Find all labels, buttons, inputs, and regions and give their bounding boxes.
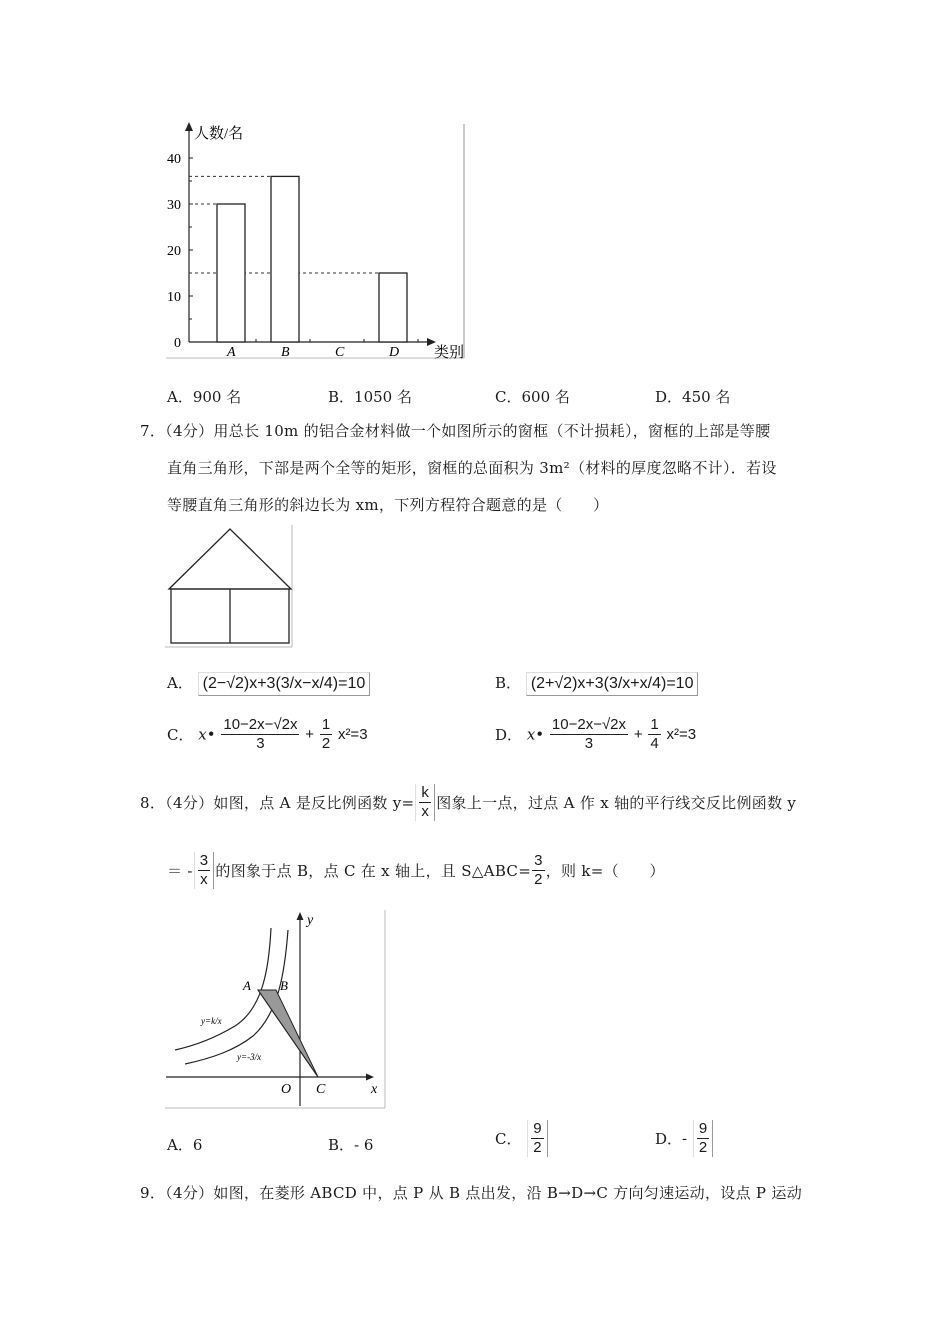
- x-category-label: B: [281, 345, 290, 360]
- q7-option-c[interactable]: C． x• $\frac{10-2x-√2x}{3}$ + $\frac{1}{2}$ x²=3: [167, 716, 368, 752]
- label-a: A: [243, 978, 251, 993]
- q7-option-b[interactable]: B． (2+√2)x+3(3/x+x/4)=10: [495, 672, 698, 696]
- q6-option-a[interactable]: A．900 名: [167, 388, 242, 406]
- y-axis-arrow: [185, 122, 193, 131]
- bar-D: [379, 273, 407, 342]
- q8-line-1: 8．（4分）如图，点 A 是反比例函数 y= $\frac{k}{x}$ 图象上一点，过点 A 作 x 轴的平行线交反比例函数 y: [140, 784, 797, 820]
- q7-line-1: 7．（4分）用总长 10m 的铝合金材料做一个如图所示的窗框（不计损耗），窗框的上部是等腰: [140, 422, 771, 440]
- label-o: O: [281, 1082, 292, 1097]
- x-category-label: C: [335, 345, 345, 360]
- x-category-label: A: [227, 345, 236, 360]
- label-b: B: [280, 978, 288, 993]
- q8-option-b[interactable]: B．- 6: [328, 1136, 374, 1154]
- q9-line-1: 9．（4分）如图，在菱形 ABCD 中，点 P 从 B 点出发，沿 B→D→C 方向匀速运动，设点 P 运动: [140, 1184, 802, 1202]
- hyperbola-figure: [163, 908, 388, 1110]
- window-frame-figure: [163, 523, 295, 649]
- q8-option-d[interactable]: D．- $\frac{9}{2}$: [655, 1120, 714, 1157]
- q7-option-d[interactable]: D． x• $\frac{10-2x-√2x}{3}$ + $\frac{1}{4}$ x²=3: [495, 716, 697, 752]
- label-curve1: y=k/x: [201, 1016, 222, 1026]
- q7-line-3: 等腰直角三角形的斜边长为 xm，下列方程符合题意的是（ ）: [167, 496, 609, 514]
- q6-option-b[interactable]: B．1050 名: [328, 388, 412, 406]
- label-x: x: [371, 1082, 378, 1097]
- q7-option-a-expr: (2−√2)x+3(3/x−x/4)=10: [198, 672, 371, 696]
- y-tick-label: 20: [167, 244, 181, 259]
- y-tick-label: 30: [167, 198, 181, 213]
- q7-option-b-expr: (2+√2)x+3(3/x+x/4)=10: [526, 672, 699, 696]
- y-tick-label: 0: [174, 336, 181, 351]
- y-tick-label: 10: [167, 290, 181, 305]
- q8-option-a[interactable]: A．6: [167, 1136, 203, 1154]
- q8-option-c[interactable]: C． $\frac{9}{2}$: [495, 1120, 549, 1157]
- q7-option-a[interactable]: A． (2−√2)x+3(3/x−x/4)=10: [167, 672, 370, 696]
- y-tick-label: 40: [167, 152, 181, 167]
- q6-option-d[interactable]: D．450 名: [655, 388, 731, 406]
- x-category-label: D: [389, 345, 400, 360]
- q6-option-c[interactable]: C．600 名: [495, 388, 570, 406]
- triangle-top: [169, 529, 291, 589]
- x-axis-label: 类别: [434, 345, 465, 361]
- label-c: C: [316, 1082, 326, 1097]
- bar-B: [271, 176, 299, 342]
- bar-chart: [160, 118, 480, 363]
- y-axis-label: 人数/名: [194, 126, 244, 142]
- bar-A: [217, 204, 245, 342]
- q7-line-2: 直角三角形，下部是两个全等的矩形，窗框的总面积为 3m²（材料的厚度忽略不计）．若设: [167, 459, 777, 477]
- label-curve2: y=-3/x: [237, 1052, 262, 1062]
- q8-line-2: ＝ - $\frac{3}{x}$ 的图象于点 B，点 C 在 x 轴上，且 S△ABC= $\frac{3}{2}$ ，则 k=（ ）: [167, 852, 665, 888]
- label-y: y: [307, 913, 314, 928]
